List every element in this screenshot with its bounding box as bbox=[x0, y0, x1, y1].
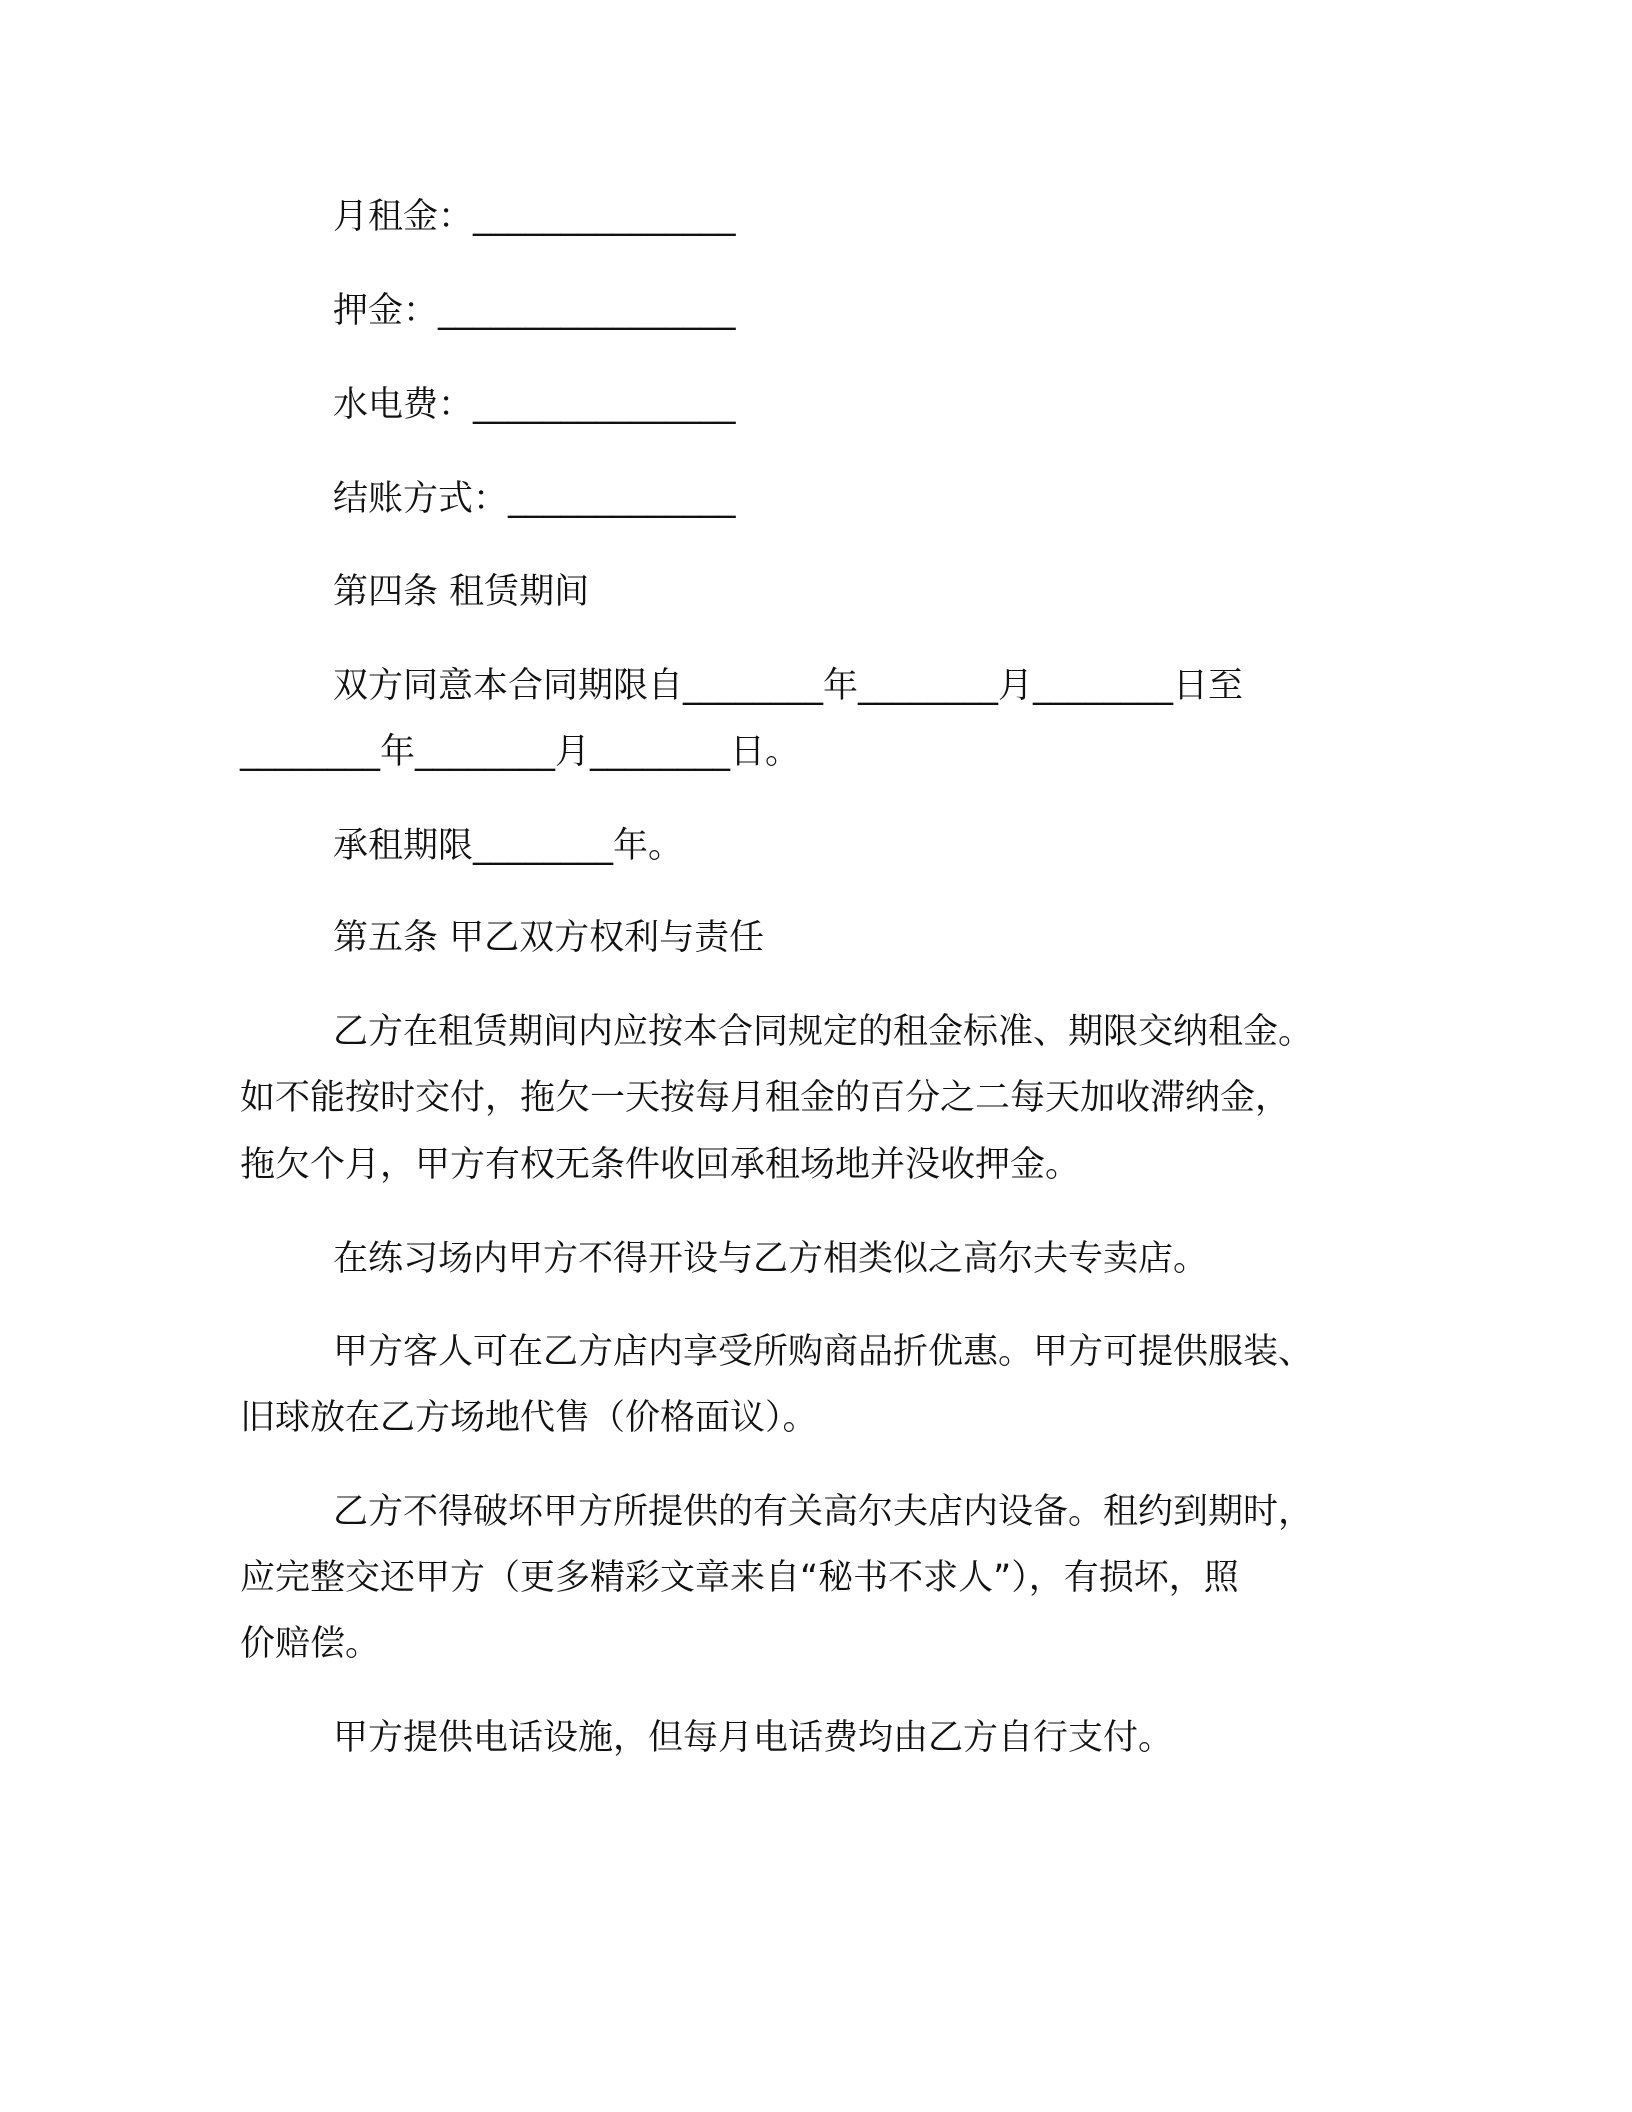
article-five-heading: 第五条 甲乙双方权利与责任 bbox=[333, 918, 765, 958]
monthly-rent-line: 月租金：_______________ bbox=[333, 197, 736, 237]
guest-discount-line-1: 甲方客人可在乙方店内享受所购商品折优惠。甲方可提供服装、 bbox=[333, 1332, 1314, 1372]
equipment-line-2: 应完整交还甲方（更多精彩文章来自“秘书不求人”），有损坏，照 bbox=[240, 1558, 1239, 1598]
deposit-line: 押金：_________________ bbox=[333, 291, 736, 331]
equipment-line-1: 乙方不得破坏甲方所提供的有关高尔夫店内设备。租约到期时， bbox=[333, 1492, 1314, 1532]
rent-obligation-line-2: 如不能按时交付，拖欠一天按每月租金的百分之二每天加收滞纳金， bbox=[240, 1078, 1291, 1118]
rent-obligation-line-3: 拖欠个月，甲方有权无条件收回承租场地并没收押金。 bbox=[240, 1145, 1081, 1185]
no-competing-store-line: 在练习场内甲方不得开设与乙方相类似之高尔夫专卖店。 bbox=[333, 1239, 1209, 1279]
term-paragraph-line-2: ________年________月________日。 bbox=[240, 732, 801, 772]
guest-discount-line-2: 旧球放在乙方场地代售（价格面议）。 bbox=[240, 1398, 818, 1438]
article-four-heading: 第四条 租赁期间 bbox=[333, 572, 590, 612]
utilities-line: 水电费：_______________ bbox=[333, 385, 736, 425]
lease-period-line: 承租期限________年。 bbox=[333, 826, 684, 866]
equipment-line-3: 价赔偿。 bbox=[240, 1624, 381, 1664]
phone-facility-line: 甲方提供电话设施，但每月电话费均由乙方自行支付。 bbox=[333, 1718, 1174, 1758]
payment-method-line: 结账方式：_____________ bbox=[333, 479, 736, 519]
term-paragraph-line-1: 双方同意本合同期限自________年________月________日至 bbox=[333, 666, 1244, 706]
rent-obligation-line-1: 乙方在租赁期间内应按本合同规定的租金标准、期限交纳租金。 bbox=[333, 1012, 1314, 1052]
